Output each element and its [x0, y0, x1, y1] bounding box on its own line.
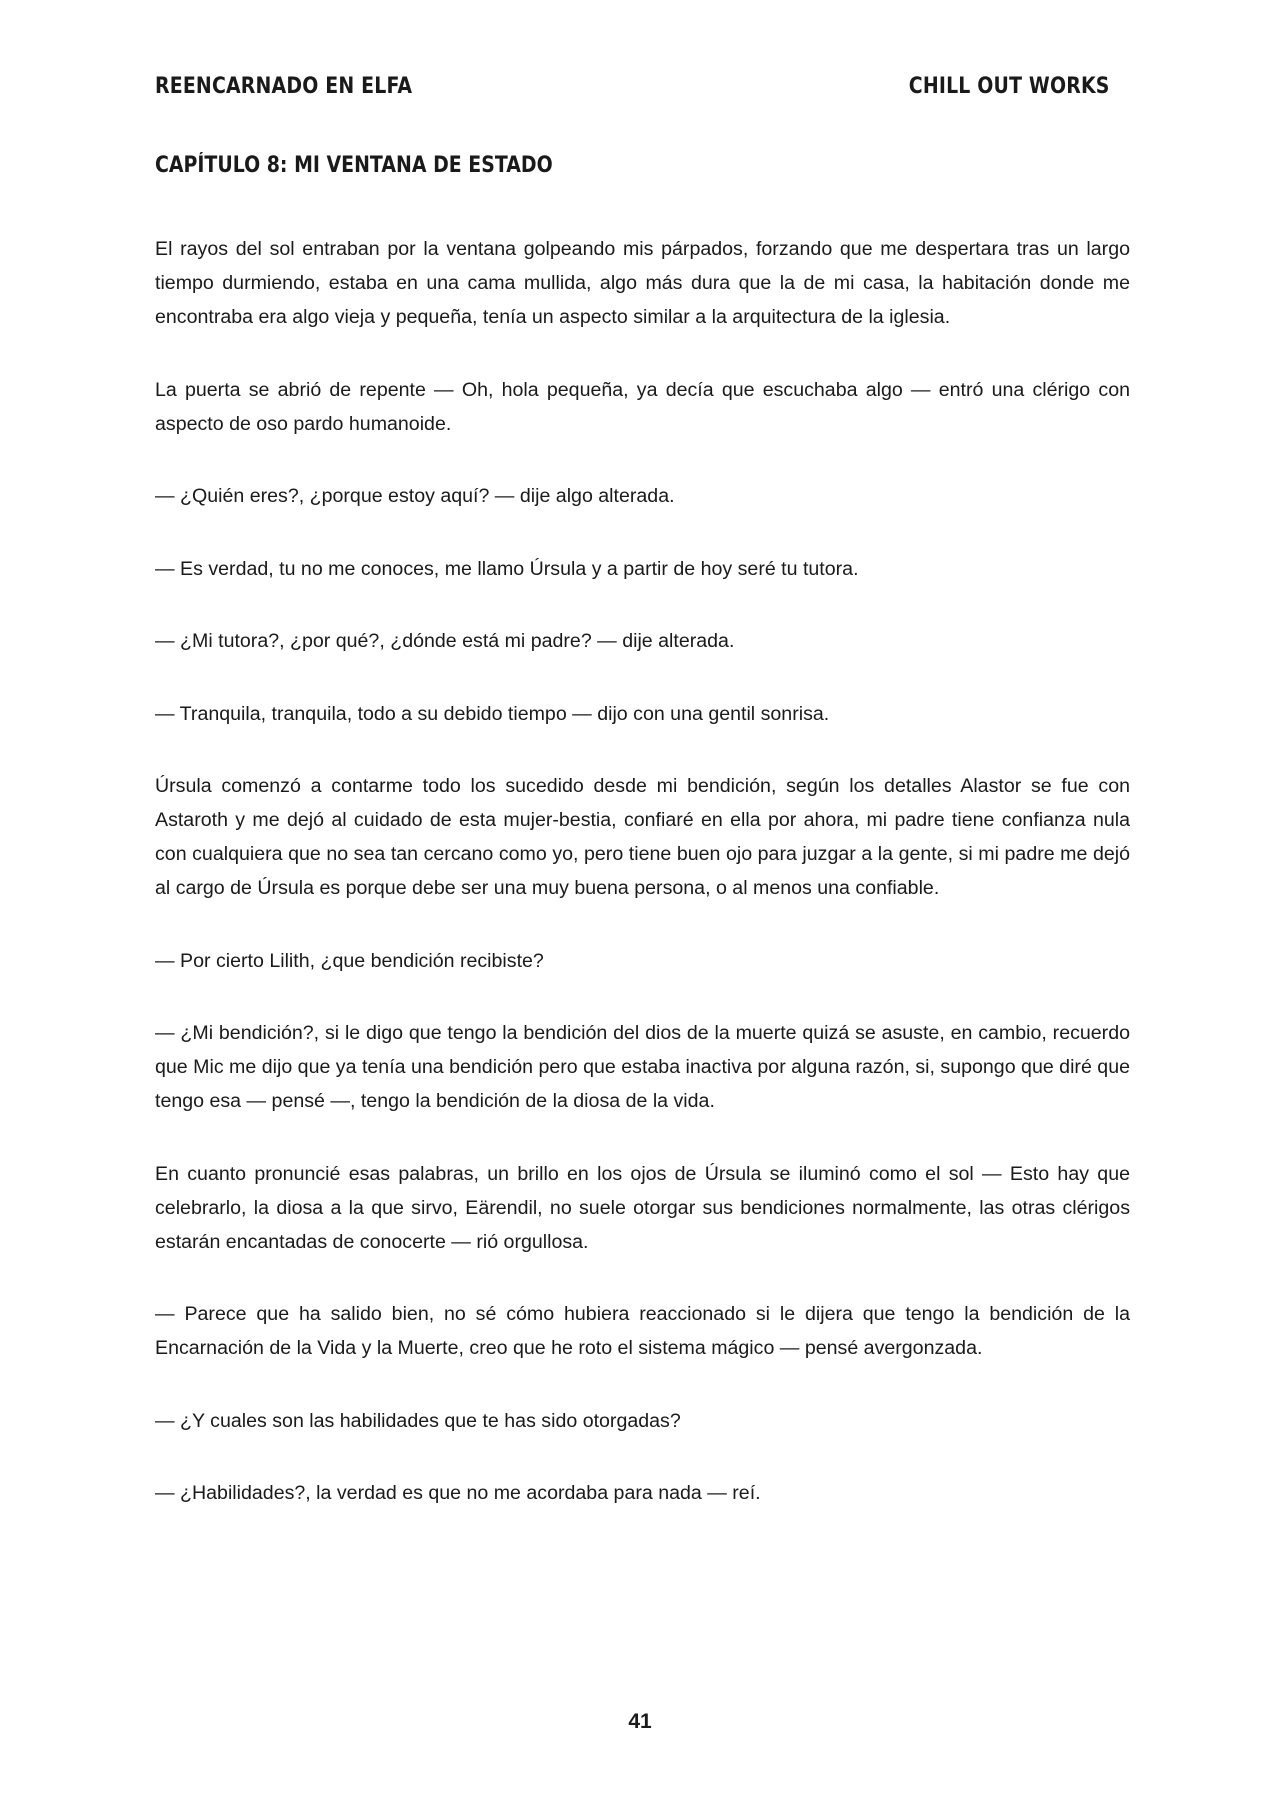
paragraph: El rayos del sol entraban por la ventana golpeando mis párpados, forzando que me despertara tras un largo tiempo durmiendo, estaba en una cama mullida, algo más dura que la de mi casa, la habitación donde me encontraba era algo vieja y pequeña, tenía un aspecto similar a la arquitectura de la iglesia.	[155, 238, 1130, 328]
running-header	[155, 74, 1110, 99]
paragraph: — Por cierto Lilith, ¿que bendición recibiste?	[155, 949, 544, 972]
paragraph: — Parece que ha salido bien, no sé cómo hubiera reaccionado si le dijera que tengo la bendición de la Encarnación de la Vida y la Muerte, creo que he roto el sistema mágico — pensé avergonzada.	[155, 1303, 1130, 1359]
paragraph: En cuanto pronuncié esas palabras, un brillo en los ojos de Úrsula se iluminó como el sol — Esto hay que celebrarlo, la diosa a la que sirvo, Eärendil, no suele otorgar sus bendiciones normalmente, las otras clérigos estarán encantadas de conocerte — rió orgullosa.	[155, 1162, 1130, 1253]
body-text	[155, 232, 1130, 1549]
paragraph: — ¿Habilidades?, la verdad es que no me acordaba para nada — reí.	[155, 1482, 761, 1504]
paragraph: — ¿Y cuales son las habilidades que te has sido otorgadas?	[155, 1409, 681, 1432]
chapter-title: CAPÍTULO 8: MI VENTANA DE ESTADO	[155, 153, 553, 178]
paragraph: Úrsula comenzó a contarme todo los sucedido desde mi bendición, según los detalles Alastor se fue con Astaroth y me dejó al cuidado de esta mujer-bestia, confiaré en ella por ahora, mi padre tiene confianza nula con cualquiera que no sea tan cercano como yo, pero tiene buen ojo para juzgar a la gente, si mi padre me dejó al cargo de Úrsula es porque debe ser una muy buena persona, o al menos una confiable.	[155, 775, 1130, 899]
paragraph: — ¿Mi bendición?, si le digo que tengo la bendición del dios de la muerte quizá se asuste, en cambio, recuerdo que Mic me dijo que ya tenía una bendición pero que estaba inactiva por alguna razón, si, supongo que diré que tengo esa — pensé —, tengo la bendición de la diosa de la vida.	[155, 1022, 1130, 1112]
paragraph: — Es verdad, tu no me conoces, me llamo Úrsula y a partir de hoy seré tu tutora.	[155, 557, 859, 580]
paragraph: — ¿Quién eres?, ¿porque estoy aquí? — dije algo alterada.	[155, 485, 675, 507]
paragraph: — ¿Mi tutora?, ¿por qué?, ¿dónde está mi padre? — dije alterada.	[155, 630, 735, 652]
paragraph: La puerta se abrió de repente — Oh, hola pequeña, ya decía que escuchaba algo — entró una clérigo con aspecto de oso pardo humanoide.	[155, 378, 1130, 435]
page-number: 41	[628, 1710, 652, 1733]
header-publisher: CHILL OUT WORKS	[908, 74, 1110, 99]
header-book-title: REENCARNADO EN ELFA	[155, 74, 413, 99]
paragraph: — Tranquila, tranquila, todo a su debido tiempo — dijo con una gentil sonrisa.	[155, 702, 830, 725]
